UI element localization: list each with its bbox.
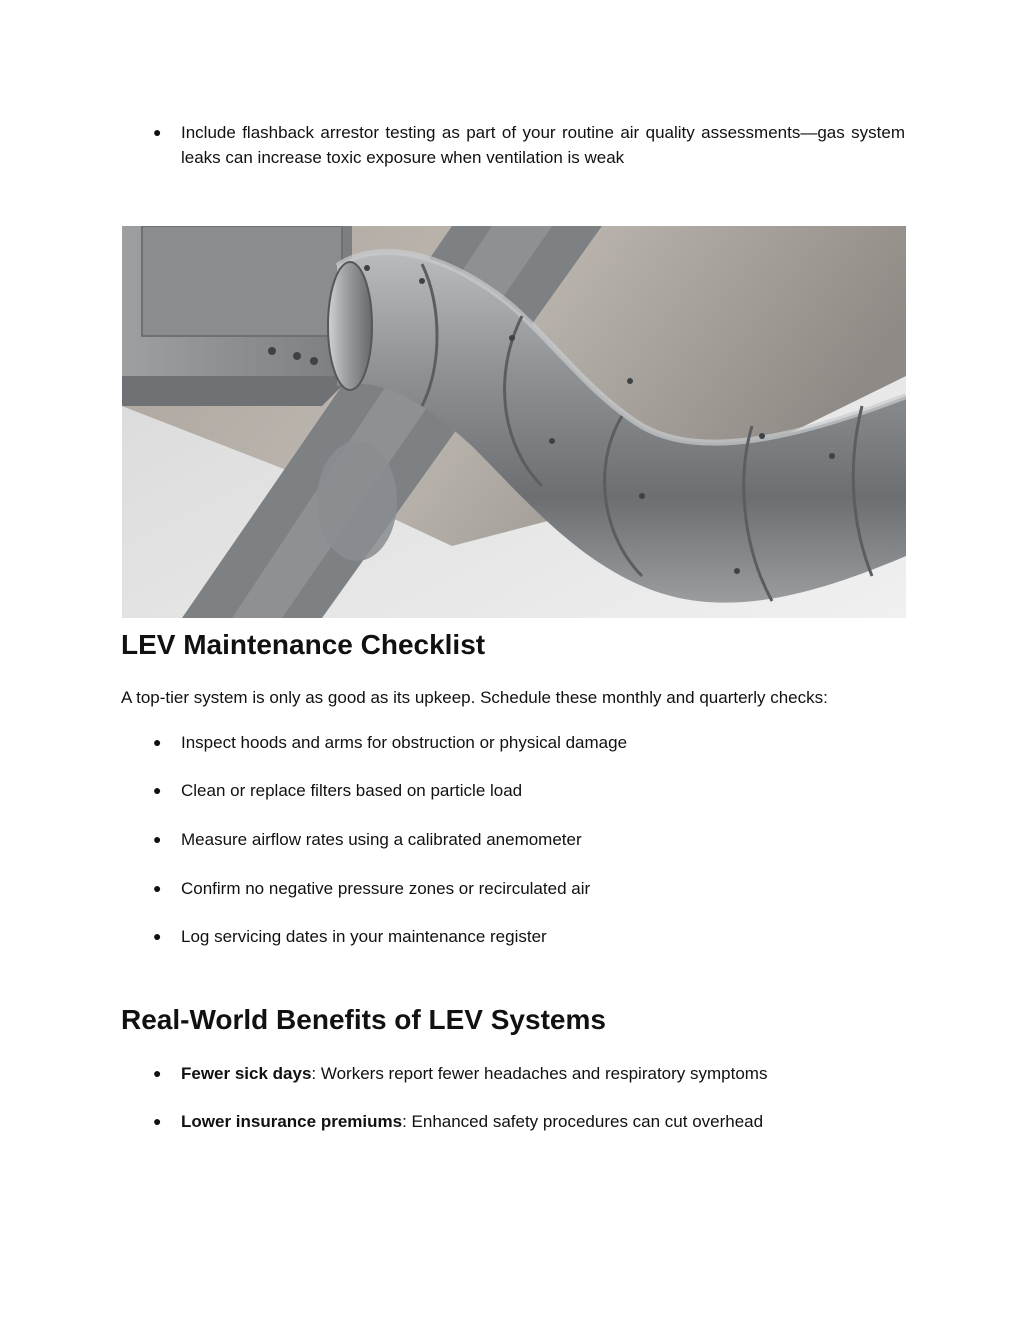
ventilation-duct-photo [122,226,906,618]
list-item-text: Clean or replace filters based on particle load [181,781,523,800]
section-intro: A top-tier system is only as good as its upkeep. Schedule these monthly and quarterly checks: [121,688,828,707]
benefit-term: Lower insurance premiums [181,1112,403,1131]
section-heading-maintenance: LEV Maintenance Checklist [121,629,486,660]
benefit-term: Fewer sick days [181,1064,312,1083]
bullet-icon: ● [153,124,162,140]
section-heading-benefits: Real-World Benefits of LEV Systems [121,1004,606,1035]
bullet-icon: ● [153,831,162,847]
list-item-text [181,1061,905,1086]
bullet-icon: ● [153,734,162,750]
duct-icon [122,226,906,618]
benefit-description: : Enhanced safety procedures can cut overhead [402,1112,764,1131]
bullet-icon: ● [153,782,162,798]
list-item-text: Inspect hoods and arms for obstruction or physical damage [181,733,628,752]
list-item-text: Include flashback arrestor testing as part of your routine air quality assessments—gas system leaks can increase toxic exposure when ventilation is weak [181,123,905,167]
benefit-description: : Workers report fewer headaches and respiratory symptoms [311,1064,768,1083]
bullet-icon: ● [153,1065,162,1081]
list-item-text: Confirm no negative pressure zones or recirculated air [181,879,591,898]
list-item-text: Measure airflow rates using a calibrated anemometer [181,830,582,849]
bullet-icon: ● [153,1113,162,1129]
list-item-text: Log servicing dates in your maintenance register [181,927,547,946]
list-item-text [181,1109,905,1134]
bullet-icon: ● [153,928,162,944]
bullet-icon: ● [153,880,162,896]
